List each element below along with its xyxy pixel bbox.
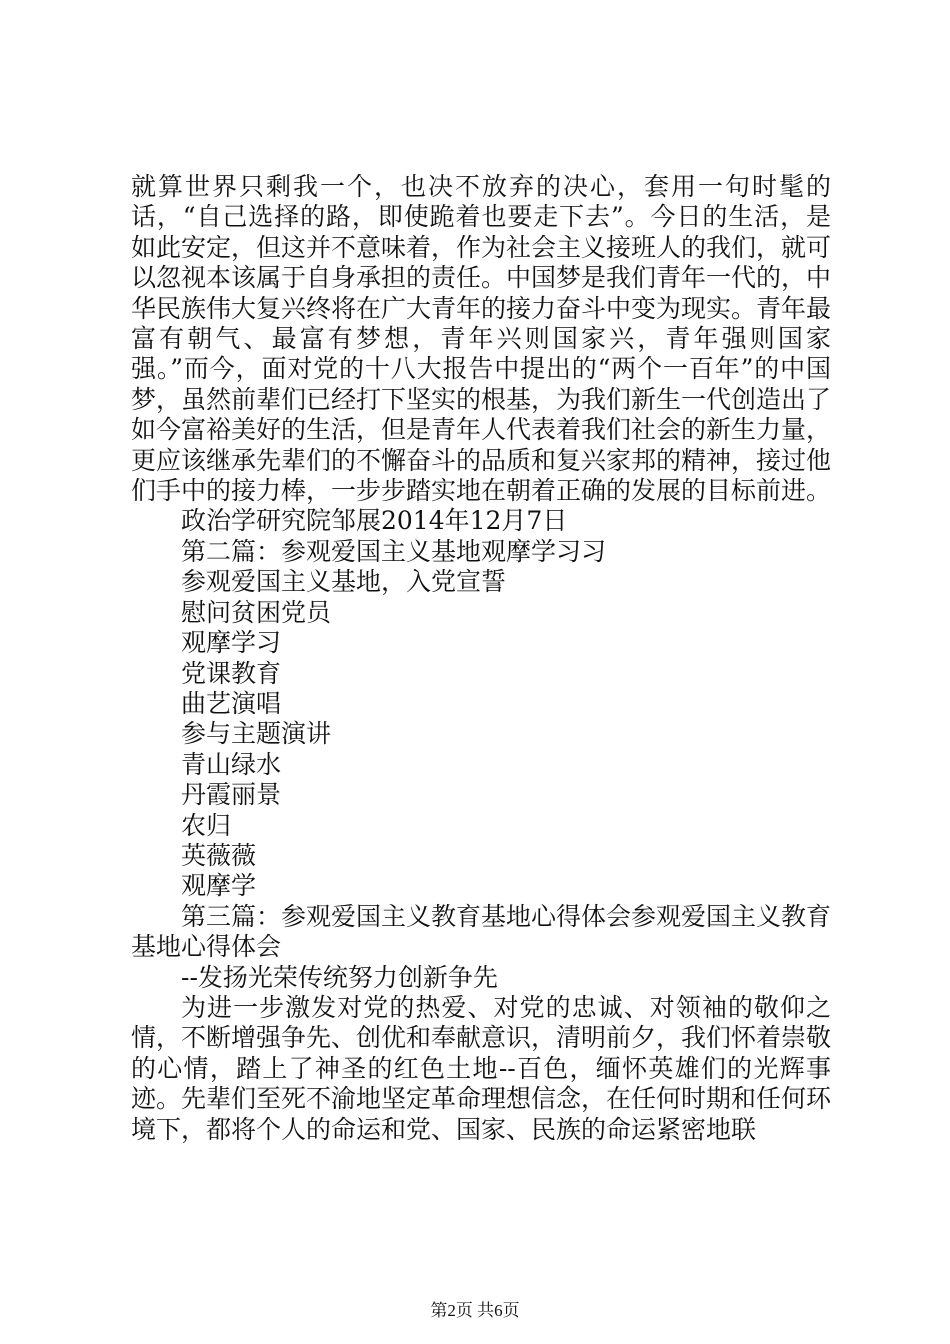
section-2-item: 丹霞丽景: [181, 780, 282, 810]
page-footer: 第2页 共6页: [430, 1301, 520, 1320]
section-2-item: 英薇薇: [181, 840, 257, 870]
paragraph-1: 就算世界只剩我一个，也决不放弃的决心，套用一句时髦的话，“自己选择的路，即使跪着也要走下去”。今日的生活，是如此安定，但这并不意味着，作为社会主义接班人的我们，就可以忽视本该属于自身承担的责任。中国梦是我们青年一代的，中华民族伟大复兴终将在广大青年的接力奋斗中变为现实。青年最富有朝气、最富有梦想，青年兴则国家兴，青年强则国家强。”而今，面对党的十八大报告中提出的“两个一百年”的中国梦，虽然前辈们已经打下坚实的根基，为我们新生一代创造出了如今富裕美好的生活，但是青年人代表着我们社会的新生力量，更应该继承先辈们的不懈奋斗的品质和复兴家邦的精神，接过他们手中的接力棒，一步步踏实地在朝着正确的发展的目标前进。: [131, 172, 832, 506]
section-2-item: 参观爱国主义基地，入党宣誓: [181, 567, 507, 597]
section-3-subtitle: --发扬光荣传统努力创新争先: [181, 962, 498, 992]
section-2-item: 参与主题演讲: [181, 719, 332, 749]
section-2-item: 农归: [181, 810, 232, 840]
section-3-title: 第三篇：参观爱国主义教育基地心得体会参观爱国主义教育基地心得体会: [131, 901, 832, 962]
signature-line: 政治学研究院邹展2014年12月7日: [181, 506, 568, 536]
section-2-title: 第二篇：参观爱国主义基地观摩学习习: [181, 536, 607, 566]
section-2-item: 党课教育: [181, 658, 282, 688]
document-body: [131, 172, 831, 1145]
paragraph-3: 为进一步激发对党的热爱、对党的忠诚、对领袖的敬仰之情，不断增强争先、创优和奉献意识，清明前夕，我们怀着崇敬的心情，踏上了神圣的红色土地--百色，缅怀英雄们的光辉事迹。先辈们至死不渝地坚定革命理想信念，在任何时期和任何环境下，都将个人的命运和党、国家、民族的命运紧密地联: [131, 992, 832, 1144]
section-2-item: 曲艺演唱: [181, 688, 282, 718]
section-2-item: 青山绿水: [181, 749, 282, 779]
section-2-item: 观摩学: [181, 871, 257, 901]
section-2-item: 观摩学习: [181, 628, 282, 658]
section-2-item: 慰问贫困党员: [181, 597, 332, 627]
